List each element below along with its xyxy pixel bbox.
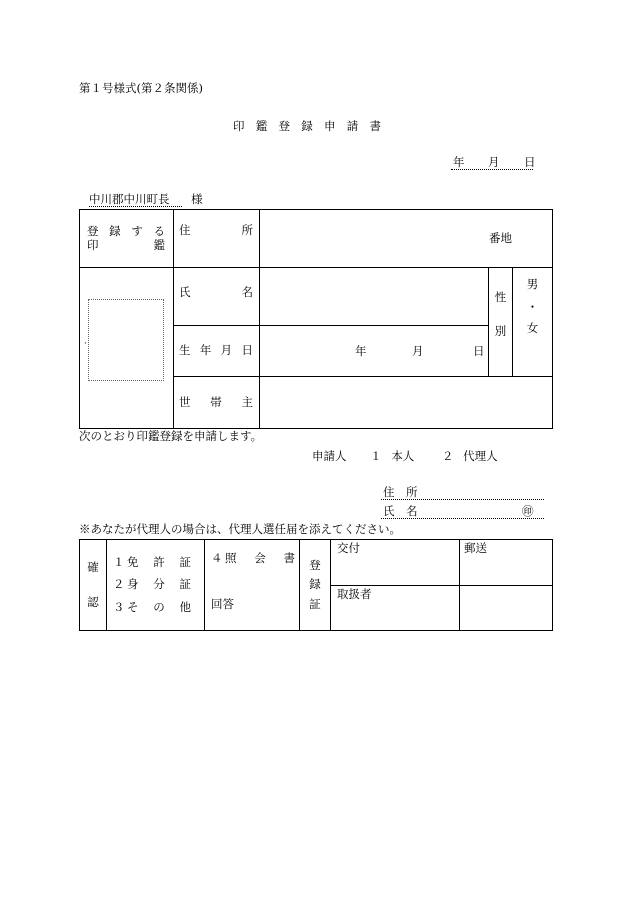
handler-cell[interactable] [331, 586, 460, 631]
householder-label-char: 世 [179, 394, 191, 409]
name-label-char: 氏 [179, 285, 191, 300]
seal-label-char: す [131, 223, 143, 238]
id-item-char: 許 [153, 554, 165, 569]
seal-label-char: 鑑 [153, 238, 165, 252]
id-item-char: 他 [179, 599, 191, 614]
id-item-char: 身 [127, 577, 139, 592]
address-label-char: 住 [179, 222, 191, 237]
title-char: 申 [324, 119, 336, 133]
id-item-num[interactable]: １ [113, 554, 125, 569]
reference-char: 書 [283, 551, 295, 565]
form-number-label: 第１号様式(第２条関係) [79, 81, 203, 95]
dob-value-cell[interactable] [260, 326, 489, 377]
date-month: 月 [488, 155, 500, 169]
applicant-address-char: 住 [383, 485, 395, 499]
id-item-char: の [153, 599, 165, 614]
cert-label-char: 証 [309, 596, 321, 611]
cert-label-char: 登 [309, 557, 321, 572]
seal-mark-icon: ㊞ [522, 504, 534, 518]
cert-label-char: 録 [309, 577, 321, 592]
page-title [233, 121, 381, 133]
date-line[interactable] [451, 155, 536, 170]
title-char: 鑑 [255, 119, 268, 133]
address-suffix: 番地 [489, 231, 512, 245]
dob-month: 月 [412, 344, 424, 358]
date-day: 日 [524, 155, 536, 169]
householder-label-char: 帯 [210, 394, 222, 409]
title-char: 印 [233, 119, 245, 133]
applicant-address-char: 所 [406, 485, 418, 499]
sex-female[interactable]: 女 [526, 321, 539, 336]
id-item-num[interactable]: ３ [113, 599, 125, 614]
sex-label-cell [489, 268, 513, 377]
householder-label-char: 主 [241, 394, 253, 409]
issue-cell[interactable] [331, 540, 460, 586]
sex-label-char: 性 [494, 290, 507, 304]
application-statement: 次のとおり印鑑登録を申請します。 [79, 429, 263, 443]
applicant-opt1[interactable]: 本人 [391, 449, 415, 463]
confirm-label-cell [80, 540, 107, 631]
applicant-opt1-num[interactable]: １ [370, 449, 382, 463]
title-char: 録 [301, 119, 313, 133]
seal-label-char: 印 [87, 238, 99, 252]
applicant-name-char: 氏 [383, 504, 395, 518]
address-value-cell[interactable] [260, 210, 553, 268]
seal-label-char: 登 [87, 223, 99, 238]
seal-box-dot: · [84, 339, 87, 349]
id-item-char: 証 [179, 554, 191, 569]
confirm-label-char: 認 [87, 594, 99, 609]
name-label-cell [174, 268, 260, 326]
handler-value-cell[interactable] [460, 586, 553, 631]
id-items-cell [107, 540, 205, 631]
confirm-label-char: 確 [87, 560, 99, 574]
mail-label: 郵送 [464, 541, 487, 555]
householder-label-cell [174, 377, 260, 429]
seal-label-cell [80, 210, 174, 268]
dob-label-cell [174, 326, 260, 377]
reference-char: 照 [225, 551, 237, 565]
id-item-char: 証 [179, 577, 191, 592]
reply-label: 回答 [211, 596, 234, 611]
address-label-cell [174, 210, 260, 268]
dob-year: 年 [355, 344, 367, 358]
addressee-name: 中川郡中川町長 [89, 192, 182, 207]
title-char: 書 [369, 119, 381, 133]
id-item-num[interactable]: ２ [113, 577, 125, 592]
name-label-char: 名 [241, 285, 253, 300]
reference-cell [205, 540, 300, 631]
dob-label-char: 日 [241, 343, 253, 358]
dob-label-char: 年 [199, 343, 212, 358]
seal-impression-cell[interactable] [80, 268, 174, 429]
applicant-address-line[interactable] [381, 487, 544, 500]
sex-male[interactable]: 男 [526, 277, 539, 292]
applicant-type [312, 451, 498, 463]
applicant-label: 申請人 [312, 449, 347, 463]
id-item-char: 分 [153, 577, 165, 592]
mail-cell[interactable] [460, 540, 553, 586]
addressee [89, 194, 203, 206]
sex-value-cell[interactable] [513, 268, 553, 377]
cert-label-cell [300, 540, 331, 631]
reference-num[interactable]: ４ [211, 551, 223, 565]
addressee-honorific: 様 [191, 192, 203, 206]
sex-label-char: 別 [494, 323, 507, 338]
id-item-char: そ [127, 599, 139, 614]
dob-label-char: 生 [179, 343, 191, 358]
registration-table [79, 209, 553, 429]
seal-impression-box[interactable] [88, 299, 164, 381]
seal-label-char: る [153, 223, 165, 238]
proxy-note: ※あなたが代理人の場合は、代理人選任届を添えてください。 [79, 522, 401, 536]
id-item-char: 免 [127, 554, 139, 569]
applicant-opt2[interactable]: 代理人 [463, 449, 498, 463]
dob-day: 日 [473, 344, 485, 358]
title-char: 請 [346, 119, 359, 133]
date-year: 年 [453, 155, 465, 169]
name-value-cell[interactable] [260, 268, 489, 326]
dob-label-char: 月 [220, 343, 233, 358]
seal-label-char: 録 [109, 223, 121, 238]
applicant-name-char: 名 [406, 504, 418, 518]
issue-label: 交付 [337, 541, 360, 555]
applicant-opt2-num[interactable]: ２ [441, 449, 454, 463]
address-label-char: 所 [241, 222, 253, 237]
confirmation-table [79, 539, 553, 631]
householder-value-cell[interactable] [260, 377, 553, 429]
reference-char: 会 [254, 551, 266, 565]
handler-label: 取扱者 [337, 587, 372, 601]
applicant-name-line[interactable] [381, 506, 544, 519]
title-char: 登 [278, 119, 290, 133]
sex-separator: ・ [526, 299, 539, 314]
